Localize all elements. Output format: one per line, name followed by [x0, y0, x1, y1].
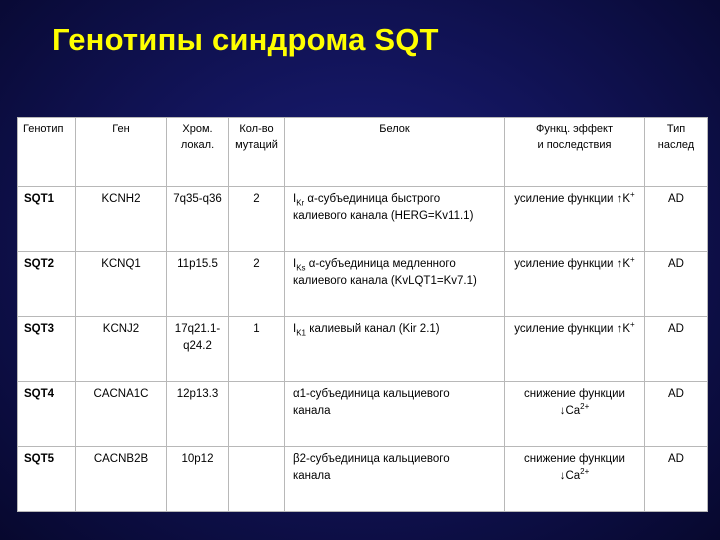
effect-text: снижение функции ↓Ca [524, 453, 625, 482]
effect-text: усиление функции ↑K [514, 323, 631, 335]
chrom-line2: q24.2 [183, 339, 212, 352]
effect-cell [505, 252, 645, 317]
chromosome-cell [167, 187, 229, 252]
table-header-row [18, 118, 708, 187]
table-row [18, 252, 708, 317]
protein-cell [285, 382, 505, 447]
chromosome-cell [167, 447, 229, 512]
protein-line2: канала [293, 469, 331, 482]
chrom-line1: 11p15.5 [177, 258, 218, 270]
protein-sub: Kr [296, 198, 305, 208]
effect-sup: 2+ [580, 401, 590, 411]
header-genotype: Генотип [18, 118, 76, 187]
protein-prefix: I [293, 193, 297, 205]
protein-sub: Ks [296, 263, 306, 273]
inheritance-cell: AD [645, 447, 708, 512]
protein-cell [285, 252, 505, 317]
effect-sup: 2+ [580, 466, 590, 476]
chromosome-cell [167, 317, 229, 382]
chrom-line1: 17q21.1- [174, 323, 221, 335]
chrom-line1: 10p12 [181, 453, 214, 465]
effect-sup: + [630, 190, 635, 200]
header-chrom-line1: Хром. [182, 123, 213, 135]
protein-prefix: I [293, 323, 297, 335]
protein-line1: α-субъединица медленного [305, 258, 456, 270]
effect-sup: + [630, 255, 635, 265]
protein-line1: α1-субъединица кальциевого [293, 388, 450, 400]
protein-sub: K1 [296, 328, 306, 338]
protein-cell [285, 317, 505, 382]
gene-cell: KCNQ1 [76, 252, 167, 317]
genotype-table [17, 117, 708, 512]
protein-line1: калиевый канал (Kir 2.1) [306, 323, 440, 335]
protein-line1: β2-субъединица кальциевого [293, 453, 450, 465]
genotype-cell: SQT2 [18, 252, 76, 317]
gene-cell: KCNH2 [76, 187, 167, 252]
header-mutations [229, 118, 285, 187]
mutations-cell: 2 [229, 187, 285, 252]
mutations-cell [229, 382, 285, 447]
gene-cell: KCNJ2 [76, 317, 167, 382]
protein-cell [285, 447, 505, 512]
effect-text: снижение функции ↓Ca [524, 388, 625, 417]
table-row [18, 382, 708, 447]
chrom-line1: 12p13.3 [176, 388, 219, 400]
gene-cell: CACNA1C [76, 382, 167, 447]
mutations-cell: 2 [229, 252, 285, 317]
table-row [18, 187, 708, 252]
inheritance-cell: AD [645, 317, 708, 382]
table-row [18, 317, 708, 382]
protein-line2: калиевого канала (HERG=Kv11.1) [293, 209, 474, 222]
effect-cell [505, 317, 645, 382]
protein-line2: канала [293, 404, 331, 417]
chromosome-cell [167, 252, 229, 317]
protein-prefix: I [293, 258, 297, 270]
inheritance-cell: AD [645, 382, 708, 447]
header-mut-line2: мутаций [235, 138, 278, 151]
header-type-line2: наслед [657, 138, 695, 151]
chromosome-cell [167, 382, 229, 447]
gene-cell: CACNB2B [76, 447, 167, 512]
protein-line2: калиевого канала (KvLQT1=Kv7.1) [293, 274, 477, 287]
table-row [18, 447, 708, 512]
effect-cell [505, 447, 645, 512]
header-type-line1: Тип [666, 123, 686, 135]
header-effect [505, 118, 645, 187]
header-protein: Белок [285, 118, 505, 187]
header-mut-line1: Кол-во [239, 123, 274, 135]
header-inheritance [645, 118, 708, 187]
header-chromosome [167, 118, 229, 187]
header-effect-line2: и последствия [537, 138, 612, 151]
effect-text: усиление функции ↑K [514, 193, 631, 205]
inheritance-cell: AD [645, 187, 708, 252]
effect-cell [505, 187, 645, 252]
effect-text: усиление функции ↑K [514, 258, 631, 270]
mutations-cell: 1 [229, 317, 285, 382]
header-effect-line1: Функц. эффект [536, 123, 613, 135]
slide-title: Генотипы синдрома SQT [52, 22, 439, 57]
header-chrom-line2: локал. [180, 138, 215, 151]
inheritance-cell: AD [645, 252, 708, 317]
header-gene: Ген [76, 118, 167, 187]
genotype-cell: SQT4 [18, 382, 76, 447]
mutations-cell [229, 447, 285, 512]
genotype-cell: SQT5 [18, 447, 76, 512]
protein-line1: α-субъединица быстрого [304, 193, 441, 205]
effect-cell [505, 382, 645, 447]
genotype-cell: SQT3 [18, 317, 76, 382]
effect-sup: + [630, 320, 635, 330]
genotype-cell: SQT1 [18, 187, 76, 252]
protein-cell [285, 187, 505, 252]
chrom-line1: 7q35-q36 [173, 193, 222, 205]
